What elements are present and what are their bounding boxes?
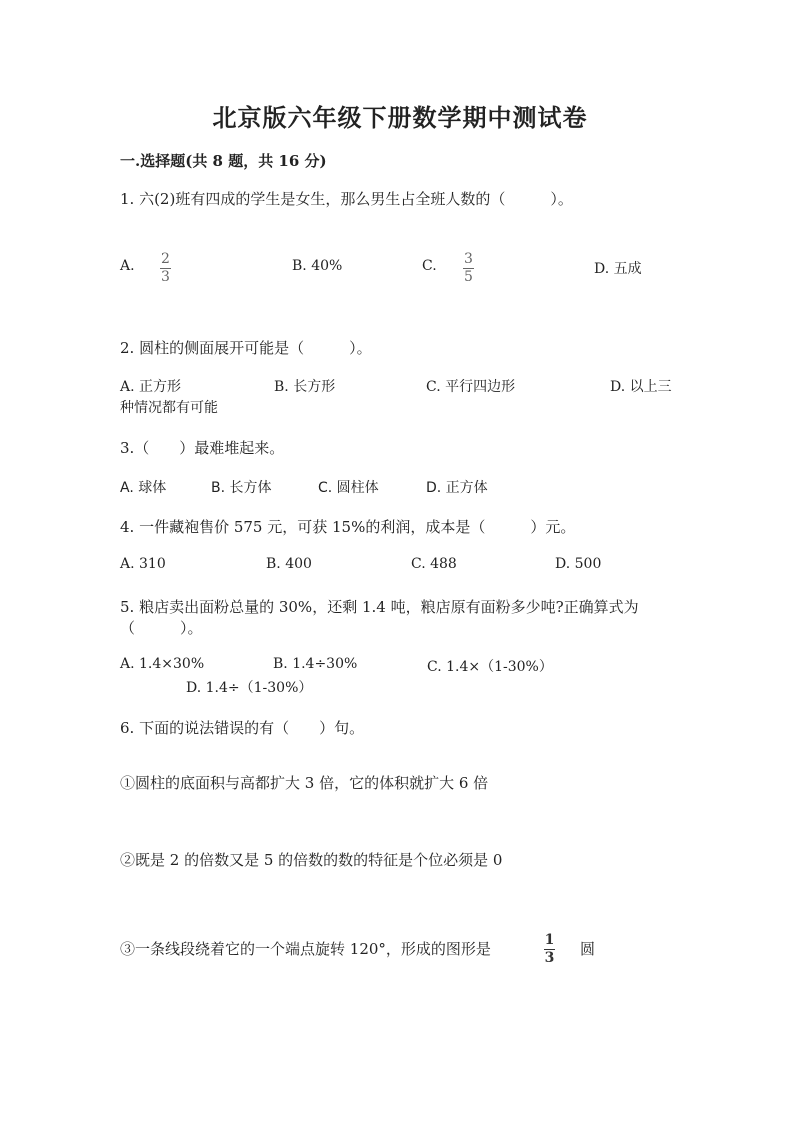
q3-option-a: A. 球体 bbox=[120, 480, 167, 496]
fraction-numerator: 1 bbox=[544, 932, 555, 948]
fraction-denominator: 3 bbox=[544, 950, 555, 966]
q1-option-a-label: A. bbox=[120, 258, 135, 274]
q2-option-a: A. 正方形 bbox=[120, 379, 182, 395]
q6-statement-3-fraction bbox=[544, 933, 555, 966]
fraction-denominator: 5 bbox=[464, 269, 473, 285]
q3-option-d: D. 正方体 bbox=[426, 480, 488, 496]
q4-option-c: C. 488 bbox=[411, 556, 457, 572]
page-title: 北京版六年级下册数学期中测试卷 bbox=[212, 103, 588, 132]
q2-option-d-continued: 种情况都有可能 bbox=[120, 400, 218, 416]
q2-option-c: C. 平行四边形 bbox=[426, 379, 516, 395]
q4-option-b: B. 400 bbox=[266, 556, 312, 572]
question-5-stem-continued: （ ）。 bbox=[120, 619, 203, 637]
q1-option-c-fraction bbox=[463, 252, 474, 285]
q3-option-c: C. 圆柱体 bbox=[318, 480, 379, 496]
fraction-numerator: 3 bbox=[464, 251, 473, 267]
q6-statement-3: ③一条线段绕着它的一个端点旋转 120°，形成的图形是 bbox=[120, 940, 491, 958]
question-1-stem: 1. 六(2)班有四成的学生是女生，那么男生占全班人数的（ ）。 bbox=[120, 190, 573, 208]
q4-option-a: A. 310 bbox=[120, 556, 166, 572]
fraction-numerator: 2 bbox=[161, 251, 170, 267]
fraction-denominator: 3 bbox=[161, 269, 170, 285]
question-3-stem: 3.（ ）最难堆起来。 bbox=[120, 439, 285, 457]
q6-statement-1: ①圆柱的底面积与高都扩大 3 倍，它的体积就扩大 6 倍 bbox=[120, 774, 489, 792]
q5-option-d: D. 1.4÷（1-30%） bbox=[186, 680, 313, 696]
question-6-stem: 6. 下面的说法错误的有（ ）句。 bbox=[120, 719, 365, 737]
q5-option-c: C. 1.4×（1-30%） bbox=[427, 659, 553, 675]
q5-option-b: B. 1.4÷30% bbox=[273, 656, 358, 672]
question-4-stem: 4. 一件藏袍售价 575 元，可获 15%的利润，成本是（ ）元。 bbox=[120, 518, 576, 536]
q1-option-b: B. 40% bbox=[292, 258, 343, 274]
section-heading: 一.选择题(共 8 题，共 16 分) bbox=[120, 152, 327, 170]
q6-statement-3-end: 圆 bbox=[580, 940, 596, 958]
q4-option-d: D. 500 bbox=[555, 556, 602, 572]
q2-option-b: B. 长方形 bbox=[274, 379, 336, 395]
q5-option-a: A. 1.4×30% bbox=[120, 656, 205, 672]
q2-option-d: D. 以上三 bbox=[610, 379, 672, 395]
question-2-stem: 2. 圆柱的侧面展开可能是（ ）。 bbox=[120, 339, 372, 357]
q1-option-d: D. 五成 bbox=[594, 261, 642, 277]
q1-option-a-fraction bbox=[160, 252, 171, 285]
q6-statement-2: ②既是 2 的倍数又是 5 的倍数的数的特征是个位必须是 0 bbox=[120, 851, 503, 869]
q3-option-b: B. 长方体 bbox=[211, 480, 272, 496]
q1-option-c-label: C. bbox=[422, 258, 437, 274]
question-5-stem: 5. 粮店卖出面粉总量的 30%，还剩 1.4 吨，粮店原有面粉多少吨?正确算式为 bbox=[120, 598, 639, 616]
